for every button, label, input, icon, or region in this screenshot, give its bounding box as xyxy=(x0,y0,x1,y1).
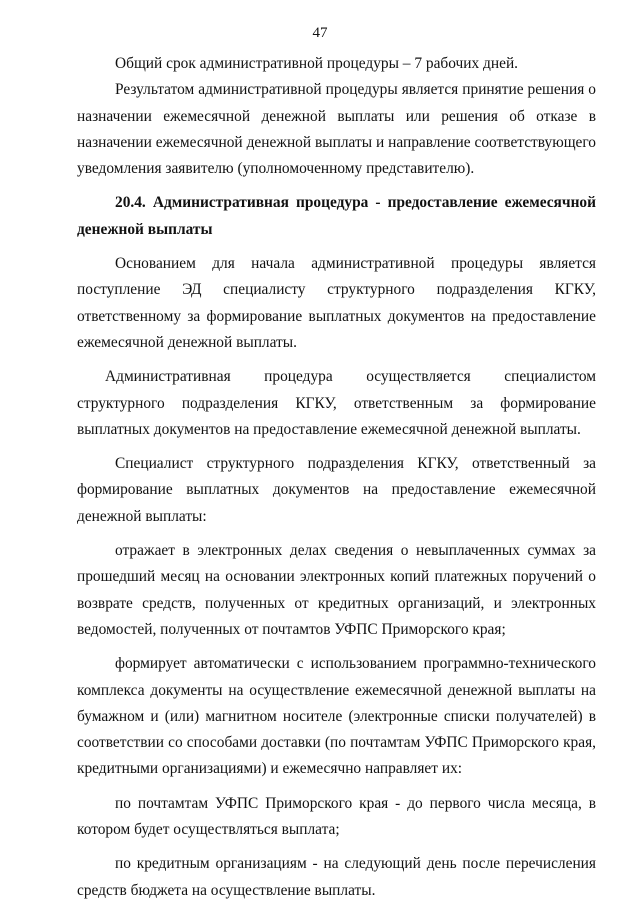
paragraph-procedure-result: Результатом административной процедуры является принятие решения о назначении ежемесячной денежной выплаты или решения об отказе в назначении ежемесячной денежной выплаты и направление соответствующего уведомления заявителю (уполномоченному представителю). xyxy=(77,81,596,178)
page-number: 47 xyxy=(312,25,328,41)
list-item-reflects-unpaid: отражает в электронных делах сведения о невыплаченных суммах за прошедший месяц на основании электронных копий платежных поручений о возврате средств, полученных от кредитных организаций, и электронных ведомостей, полученных от почтамтов УФПС Приморского края; xyxy=(77,542,596,638)
list-item-forms-documents: формирует автоматически с использованием программно-технического комплекса документы на осуществление ежемесячной денежной выплаты на бумажном и (или) магнитном носителе (электронные списки получателей) в соответствии со способами доставки (по почтамтам УФПС Приморского края, кредитными организациями) и ежемесячно направляет их: xyxy=(77,655,596,778)
document-body xyxy=(77,51,596,904)
list-item-credit-organizations: по кредитным организациям - на следующий день после перечисления средств бюджета на осуществление выплаты. xyxy=(77,855,596,899)
paragraph-procedure-basis: Основанием для начала административной процедуры является поступление ЭД специалисту структурного подразделения КГКУ, ответственному за формирование выплатных документов на предоставление ежемесячной денежной выплаты. xyxy=(77,255,596,351)
list-item-post-offices: по почтамтам УФПС Приморского края - до первого числа месяца, в котором будет осуществляться выплата; xyxy=(77,794,596,839)
paragraph-procedure-executor: Административная процедура осуществляется специалистом структурного подразделения КГКУ, ответственным за формирование выплатных документов на предоставление ежемесячной денежной выплаты. xyxy=(77,368,596,438)
section-heading-20-4: 20.4. Административная процедура - предоставление ежемесячной денежной выплаты xyxy=(77,194,596,238)
paragraph-procedure-duration: Общий срок административной процедуры – 7 рабочих дней. xyxy=(115,55,519,72)
paragraph-specialist-intro: Специалист структурного подразделения КГКУ, ответственный за формирование выплатных документов на предоставление ежемесячной денежной выплаты: xyxy=(77,455,596,525)
